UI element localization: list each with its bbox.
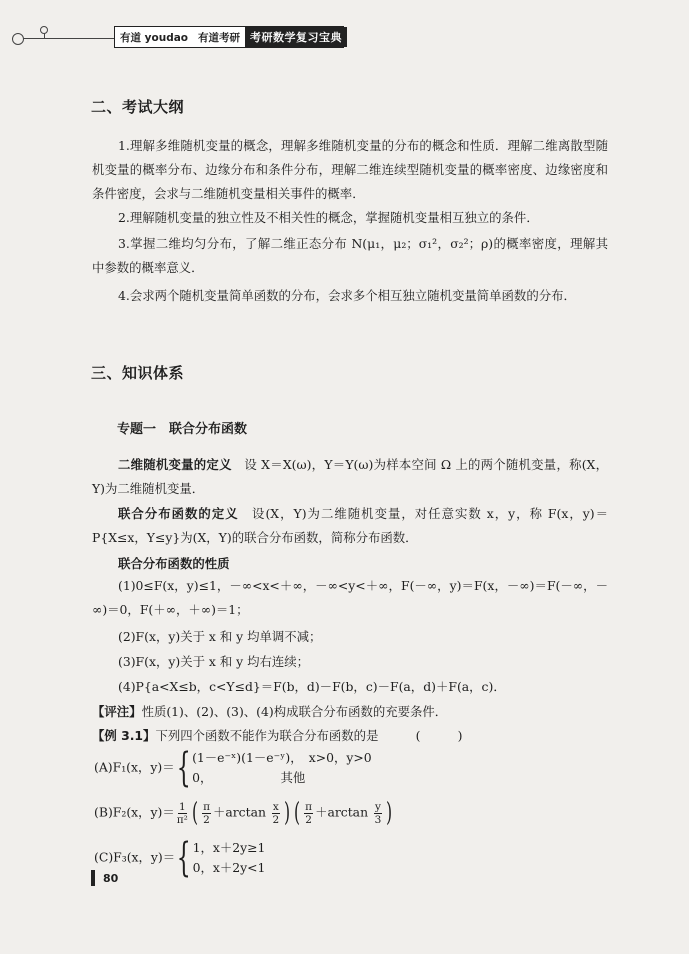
brace-icon: { xyxy=(176,745,191,791)
brace-icon: { xyxy=(176,835,191,881)
fraction-pi-half xyxy=(304,801,313,826)
fraction-x-half xyxy=(272,801,280,826)
definition-label: 二维随机变量的定义 xyxy=(118,457,232,472)
page-number: 80 xyxy=(103,872,119,885)
outline-item-1: 1.理解多维随机变量的概念，理解多维随机变量的分布的概念和性质．理解二维离散型随机变量的概率分布、边缘分布和条件分布，理解二维连续型随机变量的概率密度、边缘密度和条件密度，会求与二维随机变量相关事件的概率． xyxy=(92,138,608,201)
fraction-coefficient xyxy=(177,801,188,826)
left-paren-icon: ( xyxy=(191,798,199,828)
right-paren-icon: ) xyxy=(385,798,393,828)
section-title-exam-outline: 二、考试大纲 xyxy=(91,98,185,116)
definition-text: 设(X，Y)为二维随机变量，对任意实数 x，y，称 F(x，y)＝P{X≤x，Y≤y}为(X，Y)的联合分布函数，简称分布函数． xyxy=(92,506,608,545)
fraction-denominator: π² xyxy=(176,813,188,826)
left-paren-icon: ( xyxy=(294,798,301,828)
fraction-denominator: 2 xyxy=(203,813,210,826)
properties-heading xyxy=(92,552,608,576)
option-c-case-2: 0，x＋2y<1 xyxy=(192,860,266,875)
option-b xyxy=(94,800,394,826)
youdao-logo: 有道 youdao xyxy=(120,31,189,44)
fraction-y-third xyxy=(374,801,382,826)
remark-text: 性质(1)、(2)、(3)、(4)构成联合分布函数的充要条件． xyxy=(141,704,448,719)
definition-label: 联合分布函数的定义 xyxy=(118,506,239,521)
option-a-case-2: 0， 其他 xyxy=(192,770,306,785)
fraction-numerator: π xyxy=(203,800,210,813)
fraction-pi-half xyxy=(202,801,211,826)
option-a xyxy=(94,745,372,791)
option-a-cases xyxy=(175,745,372,791)
fraction-numerator: y xyxy=(375,800,381,813)
example-label: 【例 3.1】 xyxy=(92,728,156,743)
example-text: 下列四个函数不能作为联合分布函数的是 ( ) xyxy=(155,728,463,743)
fraction-numerator: π xyxy=(305,800,313,813)
outline-item-2: 2.理解随机变量的独立性及不相关性的概念，掌握随机变量相互独立的条件． xyxy=(118,210,539,225)
property-1: (1)0≤F(x，y)≤1，－∞<x<＋∞，－∞<y<＋∞，F(－∞，y)＝F(x，－∞)＝F(－∞，－∞)＝0，F(＋∞，＋∞)＝1； xyxy=(92,578,608,617)
section-title-knowledge-system: 三、知识体系 xyxy=(91,364,185,382)
page-number-bar xyxy=(91,870,95,886)
properties-title: 联合分布函数的性质 xyxy=(118,556,230,571)
property-4: (4)P{a<X≤b，c<Y≤d}＝F(b，d)－F(b，c)－F(a，d)＋F(a，c)． xyxy=(118,679,506,694)
header-box xyxy=(114,26,344,48)
remark xyxy=(92,700,608,724)
fraction-numerator: 1 xyxy=(179,800,186,813)
fraction-numerator: x xyxy=(272,800,279,813)
header-decoration-line xyxy=(18,38,114,39)
option-c-cases xyxy=(175,835,266,881)
definition-text: 设 X＝X(ω)，Y＝Y(ω)为样本空间 Ω 上的两个随机变量，称(X，Y)为二维随机变量． xyxy=(92,457,608,496)
property-3: (3)F(x，y)关于 x 和 y 均右连续； xyxy=(118,654,310,669)
right-paren-icon: ) xyxy=(283,798,290,828)
header-decoration-circle xyxy=(12,33,24,45)
definition-joint-cdf xyxy=(92,502,608,550)
remark-label: 【评注】 xyxy=(92,704,142,719)
option-b-label: (B)F₂(x，y)＝ xyxy=(94,804,175,820)
definition-2d-random-variable xyxy=(92,453,608,501)
outline-item-3: 3.掌握二维均匀分布，了解二维正态分布 N(μ₁，μ₂；σ₁²，σ₂²；ρ)的概率密度，理解其中参数的概率意义． xyxy=(92,236,608,275)
arctan-text: ＋arctan xyxy=(212,804,266,820)
arctan-text: ＋arctan xyxy=(315,804,369,820)
series-title: 考研数学复习宝典 xyxy=(245,27,347,47)
option-c-case-1: 1，x＋2y≥1 xyxy=(192,840,266,855)
topic-heading: 专题一 联合分布函数 xyxy=(117,422,248,437)
property-2: (2)F(x，y)关于 x 和 y 均单调不减； xyxy=(118,629,322,644)
option-a-case-1: (1－e⁻ˣ)(1－e⁻ʸ)， x>0，y>0 xyxy=(192,750,372,765)
running-header xyxy=(0,24,689,50)
youdao-kaoyan-logo: 有道考研 xyxy=(198,31,241,44)
fraction-denominator: 2 xyxy=(272,813,280,826)
outline-item-4: 4.会求两个随机变量简单函数的分布，会求多个相互独立随机变量简单函数的分布． xyxy=(118,288,576,303)
example-3-1 xyxy=(92,724,608,748)
fraction-denominator: 3 xyxy=(374,813,382,826)
fraction-denominator: 2 xyxy=(305,813,312,826)
option-c-label: (C)F₃(x，y)＝ xyxy=(94,849,176,865)
header-decoration-small-circle xyxy=(40,26,48,34)
option-a-label: (A)F₁(x，y)＝ xyxy=(94,759,175,775)
